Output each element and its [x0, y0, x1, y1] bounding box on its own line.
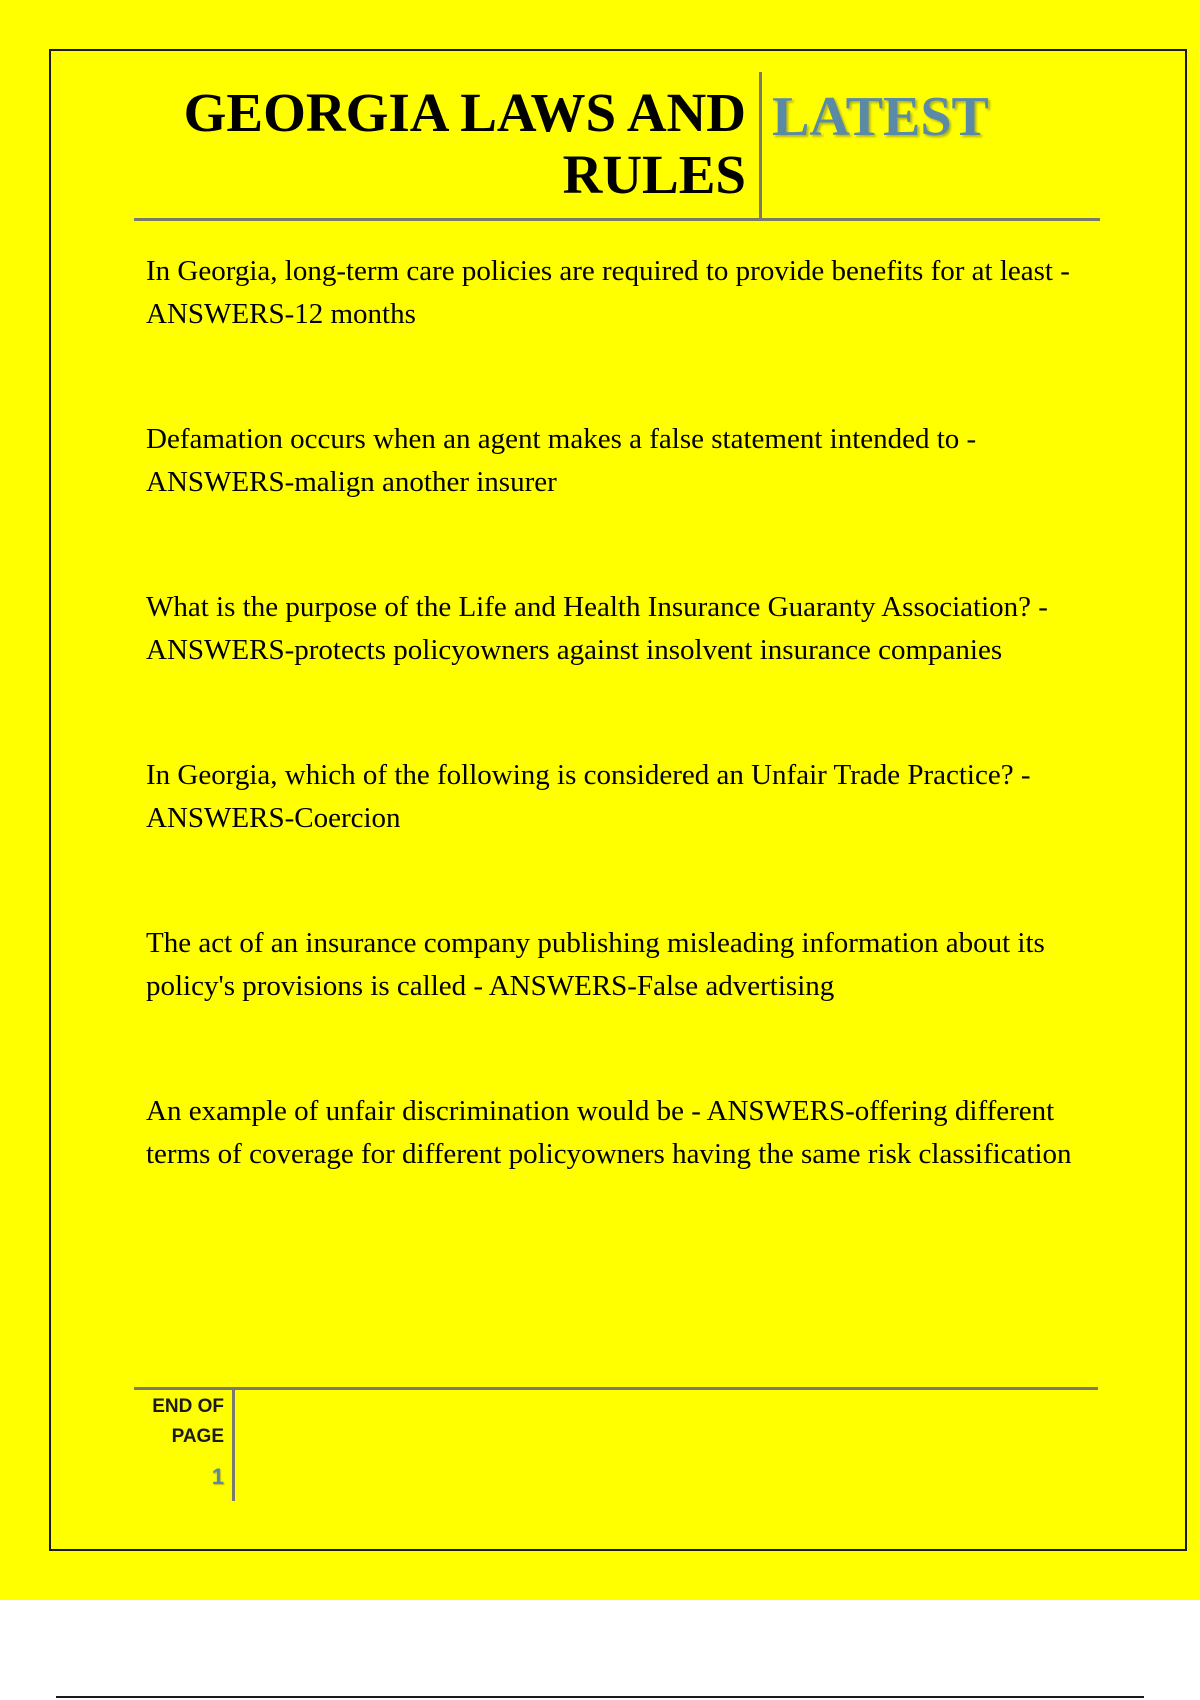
page-title: GEORGIA LAWS AND RULES	[183, 82, 746, 205]
qa-item: Defamation occurs when an agent makes a false statement intended to - ANSWERS-malign another insurer	[146, 423, 977, 498]
page-number: 1	[211, 1464, 224, 1489]
header-rule	[134, 218, 1100, 221]
qa-list	[146, 250, 1096, 1176]
header-subtitle: LATEST	[772, 86, 989, 148]
footer-rule	[134, 1387, 1098, 1390]
header-divider	[759, 72, 762, 220]
footer-label: END OF PAGE	[152, 1396, 224, 1447]
bottom-rule	[56, 1696, 1144, 1698]
qa-item: In Georgia, which of the following is considered an Unfair Trade Practice? - ANSWERS-Coercion	[146, 759, 1031, 834]
qa-item: In Georgia, long-term care policies are required to provide benefits for at least - ANSWERS-12 months	[146, 255, 1070, 330]
qa-item: What is the purpose of the Life and Health Insurance Guaranty Association? - ANSWERS-protects policyowners against insolvent insurance companies	[146, 591, 1048, 666]
footer-divider	[232, 1389, 235, 1501]
qa-item: The act of an insurance company publishing misleading information about its policy's provisions is called - ANSWERS-False advertising	[146, 927, 1045, 1002]
header	[134, 72, 1100, 220]
qa-item: An example of unfair discrimination would be - ANSWERS-offering different terms of coverage for different policyowners having the same risk classification	[146, 1095, 1072, 1170]
